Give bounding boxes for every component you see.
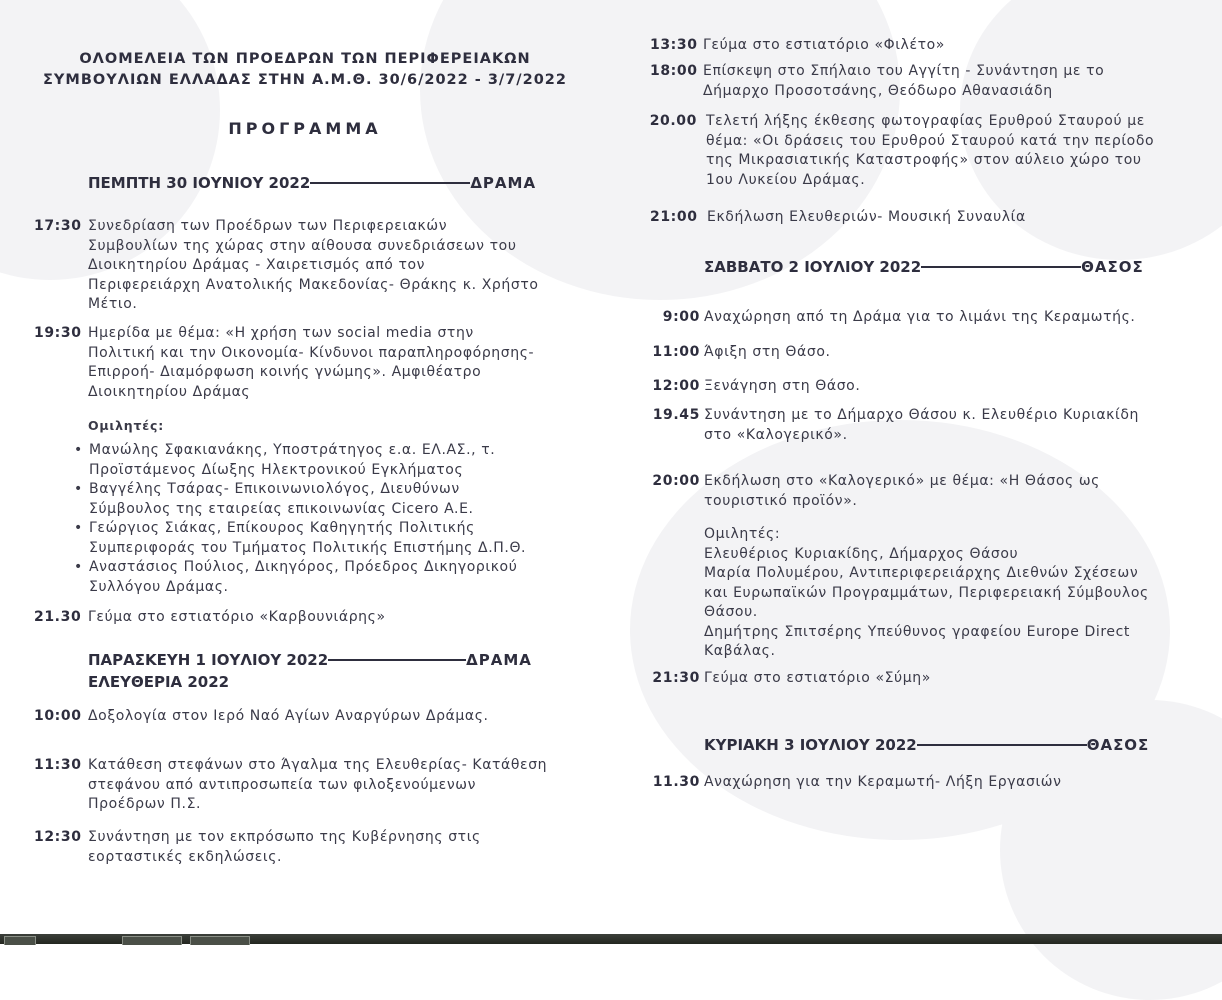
event-item [648,112,1220,190]
speakers-list [74,441,574,597]
document-title: ΟΛΟΜΕΛΕΙΑ ΤΩΝ ΠΡΟΕΔΡΩΝ ΤΩΝ ΠΕΡΙΦΕΡΕΙΑΚΩΝ ΣΥΜΒΟΥΛΙΩΝ ΕΛΛΑΔΑΣ ΣΤΗΝ Α.Μ.Θ. 30/6/2022 - 3/7/2022 [43,51,567,88]
event-item [650,472,1220,511]
event-item [650,343,1220,363]
day-heading-friday: ΠΑΡΑΣΚΕΥΗ 1 ΙΟΥΛΙΟΥ 2022 ΔΡΑΜΑ [88,651,532,669]
list-item: • Γεώργιος Σιάκας, Επίκουρος Καθηγητής Πολιτικής Συμπεριφοράς του Τμήματος Πολιτικής Επιστήμης Δ.Π.Θ. [74,519,574,558]
list-item: • Αναστάσιος Πούλιος, Δικηγόρος, Πρόεδρος Δικηγορικού Συλλόγου Δράμας. [74,558,574,597]
event-description: Άφιξη στη Θάσο. [704,344,831,360]
event-item [34,756,579,815]
event-time: 21.30 [34,609,82,625]
day-subtitle: ΕΛΕΥΘΕΡΙΑ 2022 [88,673,230,691]
event-time: 12:00 [652,378,700,394]
program-heading: ΠΡΟΓΡΑΜΜΑ [228,119,382,138]
event-description: Συνάντηση με τον εκπρόσωπο της Κυβέρνησης στις εορταστικές εκδηλώσεις. [88,829,481,865]
speakers-block: Ομιλητές: Ελευθέριος Κυριακίδης, Δήμαρχος Θάσου Μαρία Πολυμέρου, Αντιπεριφερειάρχης Διεθνών Σχέσεων και Ευρωπαϊκών Προγραμμάτων, Περιφερειακή Σύμβουλος Θάσου. Δημήτρης Σπιτσέρης Υπεύθυνος γραφείου Europe Direct Καβάλας. [704,525,1220,662]
event-item [34,707,574,727]
list-item: • Βαγγέλης Τσάρας- Επικοινωνιολόγος, Διευθύνων Σύμβουλος της εταιρείας επικοινωνίας Cicero A.E. [74,480,574,519]
divider-line [310,182,470,184]
event-description: Κατάθεση στεφάνων στο Άγαλμα της Ελευθερίας- Κατάθεση στεφάνου από αντιπροσωπεία των φιλοξενούμενων Προέδρων Π.Σ. [88,757,548,812]
event-time: 21:00 [650,209,698,225]
event-description: Εκδήλωση στο «Καλογερικό» με θέμα: «Η Θάσος ως τουριστικό προϊόν». [704,473,1100,509]
event-item [650,62,1220,101]
event-time: 12:30 [34,829,82,845]
speakers-label: Ομιλητές: [88,418,165,433]
event-description: Τελετή λήξης έκθεσης φωτογραφίας Ερυθρού Σταυρού με θέμα: «Οι δράσεις του Ερυθρού Σταυρού κατά την περίοδο της Μικρασιατικής Καταστροφής» στον αύλειο χώρο του 1ου Λυκείου Δράμας. [706,113,1155,188]
event-description: Εκδήλωση Ελευθεριών- Μουσική Συναυλία [707,209,1026,225]
event-description: Αναχώρηση από τη Δράμα για το λιμάνι της Κεραμωτής. [704,309,1136,325]
speakers-label: Ομιλητές: [704,526,781,542]
event-time: 11.30 [652,774,700,790]
divider-line [921,266,1081,268]
day-heading-saturday: ΣΑΒΒΑΤΟ 2 ΙΟΥΛΙΟΥ 2022 ΘΑΣΟΣ [704,258,1144,276]
day-location: ΘΑΣΟΣ [1086,736,1150,754]
day-heading-thursday: ΠΕΜΠΤΗ 30 ΙΟΥΝΙΟΥ 2022 ΔΡΑΜΑ [88,174,537,192]
event-item [34,324,574,402]
divider-line [917,744,1087,746]
event-item [650,773,1220,793]
event-item [650,406,1220,445]
event-item [34,217,574,315]
event-time: 19.45 [652,407,700,423]
event-description: Επίσκεψη στο Σπήλαιο του Αγγίτη - Συνάντηση με το Δήμαρχο Προσοτσάνης, Θεόδωρο Αθανασιάδη [703,63,1105,99]
event-item [650,36,1220,56]
event-item [650,308,1220,328]
event-time: 18:00 [650,63,698,79]
event-item [650,377,1220,397]
event-time: 11:00 [652,344,700,360]
day-location: ΔΡΑΜΑ [470,174,537,192]
event-description: Γεύμα στο εστιατόριο «Σύμη» [704,670,931,686]
event-item [34,608,574,628]
event-time: 9:00 [662,309,700,325]
event-description: Ημερίδα με θέμα: «Η χρήση των social media στην Πολιτική και την Οικονομία- Κίνδυνοι παραπληροφόρησης- Επιρροή- Διαμόρφωση κοινής γνώμης». Αμφιθέατρο Διοικητηρίου Δράμας [88,325,535,400]
event-description: Αναχώρηση για την Κεραμωτή- Λήξη Εργασιών [704,774,1062,790]
event-description: Γεύμα στο εστιατόριο «Φιλέτο» [703,37,945,53]
event-time: 20.00 [649,113,697,129]
day-heading-sunday: ΚΥΡΙΑΚΗ 3 ΙΟΥΛΙΟΥ 2022 ΘΑΣΟΣ [704,736,1150,754]
day-location: ΔΡΑΜΑ [466,651,532,669]
event-item [650,208,1220,228]
taskbar [0,934,1222,944]
event-description: Συνεδρίαση των Προέδρων των Περιφερειακών Συμβουλίων της χώρας στην αίθουσα συνεδριάσεων του Διοικητηρίου Δράμας - Χαιρετισμός από τον Περιφερειάρχη Ανατολικής Μακεδονίας- Θράκης κ. Χρήστο Μέτιο. [88,218,539,312]
event-time: 21:30 [652,670,700,686]
event-time: 10:00 [34,708,82,724]
event-time: 17:30 [34,218,82,234]
event-description: Συνάντηση με το Δήμαρχο Θάσου κ. Ελευθέριο Κυριακίδη στο «Καλογερικό». [704,407,1139,443]
event-description: Ξενάγηση στη Θάσο. [704,378,861,394]
event-time: 19:30 [34,325,82,341]
event-time: 11:30 [34,757,82,773]
event-description: Δοξολογία στον Ιερό Ναό Αγίων Αναργύρων Δράμας. [88,708,489,724]
event-item [34,828,574,867]
event-time: 13:30 [650,37,698,53]
divider-line [328,659,466,661]
event-description: Γεύμα στο εστιατόριο «Καρβουνιάρης» [88,609,386,625]
event-item [650,669,1220,689]
list-item: • Μανώλης Σφακιανάκης, Υποστράτηγος ε.α. ΕΛ.ΑΣ., τ. Προϊστάμενος Δίωξης Ηλεκτρονικού Εγκλήματος [74,441,574,480]
day-location: ΘΑΣΟΣ [1081,258,1144,276]
event-time: 20:00 [652,473,700,489]
